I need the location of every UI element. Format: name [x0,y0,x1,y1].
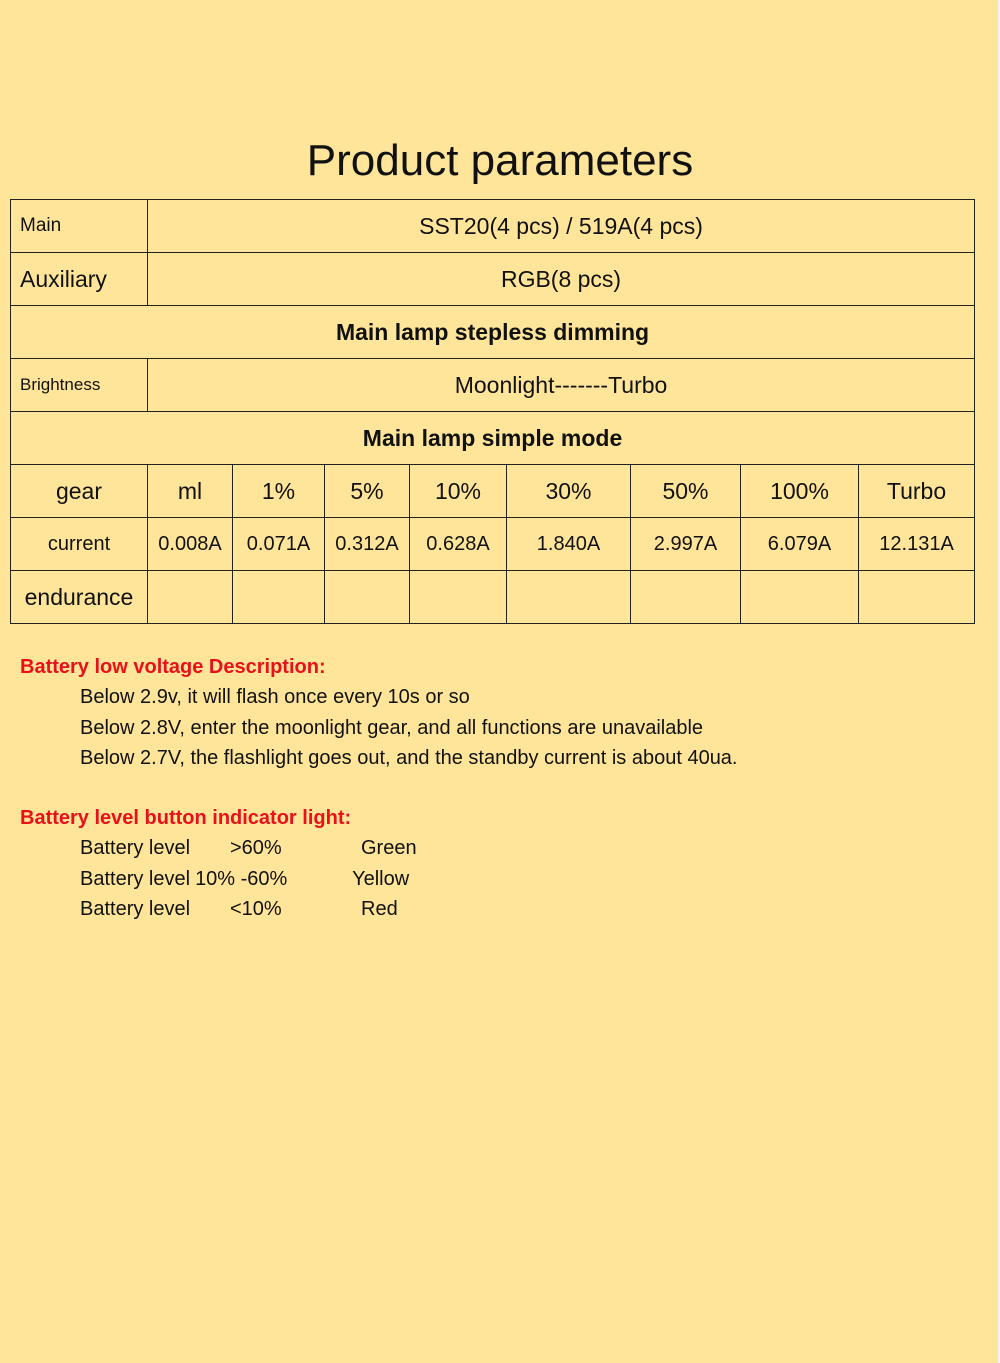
gear-cell: ml [148,465,233,518]
current-label: current [11,518,148,571]
battery-level-label: Battery level [80,898,191,920]
endurance-cell [233,571,325,624]
simple-mode-heading: Main lamp simple mode [11,412,975,465]
auxiliary-value: RGB(8 pcs) [148,253,975,306]
brightness-value: Moonlight-------Turbo [148,359,975,412]
current-cell: 0.628A [410,518,507,571]
low-voltage-line: Below 2.9v, it will flash once every 10s or so [80,686,470,708]
battery-range: 10% -60% [195,867,288,890]
table-row-gear [11,465,975,518]
table-row-current [11,518,975,571]
table-row-main [11,200,975,253]
endurance-cell [631,571,741,624]
page-title: Product parameters [306,136,694,185]
brightness-label: Brightness [11,359,148,412]
endurance-label: endurance [11,571,148,624]
table-row-simple-heading [11,412,975,465]
auxiliary-label: Auxiliary [11,253,148,306]
indicator-row [80,864,980,895]
indicator-row [80,833,980,864]
table-row-endurance [11,571,975,624]
indicator-color: Red [361,898,398,920]
battery-level-label: Battery level [80,837,191,859]
indicator-color: Yellow [352,867,410,890]
table-row-stepless-heading [11,306,975,359]
gear-cell: 1% [233,465,325,518]
endurance-cell [410,571,507,624]
gear-label: gear [11,465,148,518]
battery-range: >60% [230,837,282,859]
current-cell: 1.840A [507,518,631,571]
current-cell: 0.008A [148,518,233,571]
low-voltage-heading: Battery low voltage Description: [20,656,326,678]
gear-cell: 30% [507,465,631,518]
low-voltage-section [20,652,980,774]
battery-level-label: Battery level [80,867,191,890]
current-cell: 2.997A [631,518,741,571]
current-cell: 0.312A [325,518,410,571]
current-cell: 0.071A [233,518,325,571]
low-voltage-line: Below 2.8V, enter the moonlight gear, and all functions are unavailable [80,716,704,739]
indicator-heading: Battery level button indicator light: [20,807,352,829]
table-row-brightness [11,359,975,412]
gear-cell: 5% [325,465,410,518]
gear-cell: 100% [741,465,859,518]
endurance-cell [325,571,410,624]
gear-cell: 50% [631,465,741,518]
gear-cell: 10% [410,465,507,518]
endurance-cell [741,571,859,624]
table-row-auxiliary [11,253,975,306]
indicator-color: Green [361,837,417,859]
low-voltage-line: Below 2.7V, the flashlight goes out, and the standby current is about 40ua. [80,747,738,769]
endurance-cell [148,571,233,624]
main-value: SST20(4 pcs) / 519A(4 pcs) [148,200,975,253]
parameters-table [10,199,975,624]
battery-range: <10% [230,898,282,920]
endurance-cell [507,571,631,624]
current-cell: 6.079A [741,518,859,571]
current-cell: 12.131A [859,518,975,571]
endurance-cell [859,571,975,624]
gear-cell: Turbo [859,465,975,518]
main-label: Main [11,200,148,253]
indicator-section [20,803,980,925]
indicator-row [80,894,980,925]
stepless-dimming-heading: Main lamp stepless dimming [11,306,975,359]
